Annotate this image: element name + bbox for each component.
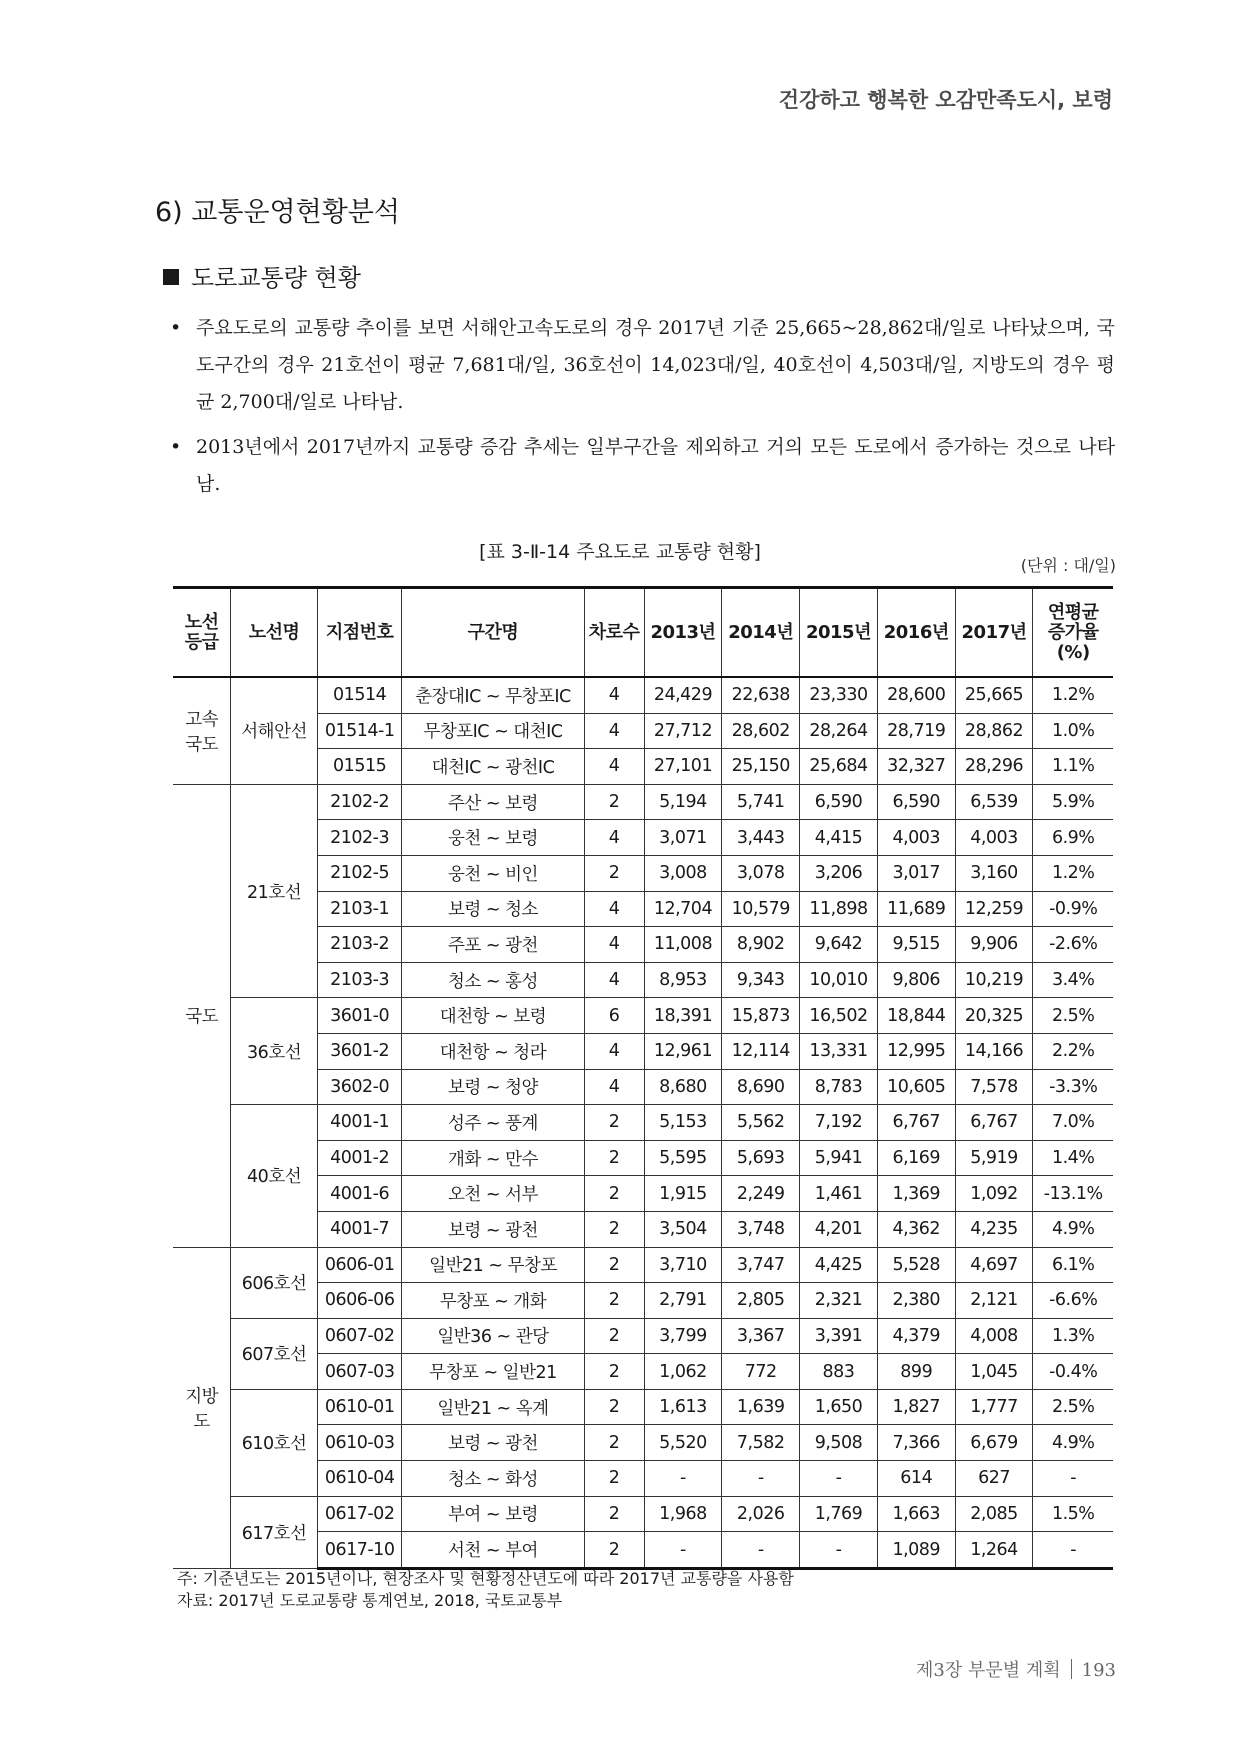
cell-2017: 627 bbox=[955, 1461, 1033, 1497]
cell-section: 일반36 ~ 관당 bbox=[402, 1318, 584, 1354]
cell-2013: 1,915 bbox=[644, 1176, 722, 1212]
cell-2016: 28,719 bbox=[877, 713, 955, 749]
cell-point-no: 0610-04 bbox=[317, 1461, 401, 1497]
table-body bbox=[173, 677, 1113, 1568]
cell-2017: 5,919 bbox=[955, 1140, 1033, 1176]
header-col-2016: 2016년 bbox=[877, 588, 955, 678]
cell-lanes: 2 bbox=[584, 855, 644, 891]
cell-lanes: 4 bbox=[584, 713, 644, 749]
cell-2017: 1,092 bbox=[955, 1176, 1033, 1212]
cell-section: 대천항 ~ 청라 bbox=[402, 1033, 584, 1069]
cell-lanes: 4 bbox=[584, 820, 644, 856]
cell-2015: - bbox=[800, 1532, 878, 1569]
section-title: 6) 교통운영현황분석 bbox=[155, 197, 400, 228]
cell-point-no: 4001-1 bbox=[317, 1105, 401, 1141]
cell-2015: 23,330 bbox=[800, 677, 878, 713]
cell-growth: -0.9% bbox=[1033, 891, 1113, 927]
cell-2016: 6,169 bbox=[877, 1140, 955, 1176]
cell-section: 대천IC ~ 광천IC bbox=[402, 749, 584, 785]
cell-growth: 1.2% bbox=[1033, 855, 1113, 891]
cell-2015: 28,264 bbox=[800, 713, 878, 749]
cell-2013: 3,504 bbox=[644, 1211, 722, 1247]
cell-section: 무창포IC ~ 대천IC bbox=[402, 713, 584, 749]
cell-2015: 7,192 bbox=[800, 1105, 878, 1141]
cell-2017: 2,121 bbox=[955, 1283, 1033, 1319]
cell-2013: 1,968 bbox=[644, 1496, 722, 1532]
cell-2015: 2,321 bbox=[800, 1283, 878, 1319]
cell-section: 청소 ~ 홍성 bbox=[402, 962, 584, 998]
cell-growth: 4.9% bbox=[1033, 1211, 1113, 1247]
cell-route-grade: 지방 도 bbox=[173, 1247, 231, 1568]
cell-2014: 12,114 bbox=[722, 1033, 800, 1069]
cell-2015: 1,461 bbox=[800, 1176, 878, 1212]
table-footnote: 주: 기준년도는 2015년이나, 현장조사 및 현황정산년도에 따라 2017년 교통량을 사용함 bbox=[177, 1569, 794, 1588]
cell-2017: 28,862 bbox=[955, 713, 1033, 749]
cell-point-no: 01515 bbox=[317, 749, 401, 785]
cell-section: 무창포 ~ 일반21 bbox=[402, 1354, 584, 1390]
cell-2016: 5,528 bbox=[877, 1247, 955, 1283]
cell-2017: 9,906 bbox=[955, 927, 1033, 963]
cell-2015: 1,769 bbox=[800, 1496, 878, 1532]
cell-2014: 22,638 bbox=[722, 677, 800, 713]
cell-2016: 9,515 bbox=[877, 927, 955, 963]
cell-2015: 9,508 bbox=[800, 1425, 878, 1461]
subsection-heading bbox=[163, 258, 361, 293]
cell-section: 보령 ~ 청양 bbox=[402, 1069, 584, 1105]
cell-2014: 9,343 bbox=[722, 962, 800, 998]
cell-point-no: 01514-1 bbox=[317, 713, 401, 749]
cell-lanes: 2 bbox=[584, 1496, 644, 1532]
cell-2014: 10,579 bbox=[722, 891, 800, 927]
cell-2014: - bbox=[722, 1532, 800, 1569]
cell-2016: 7,366 bbox=[877, 1425, 955, 1461]
header-col-section: 구간명 bbox=[402, 588, 584, 678]
table-row bbox=[173, 1389, 1113, 1425]
cell-route-grade: 국도 bbox=[173, 784, 231, 1247]
cell-point-no: 2103-1 bbox=[317, 891, 401, 927]
cell-2017: 4,008 bbox=[955, 1318, 1033, 1354]
cell-2013: 5,595 bbox=[644, 1140, 722, 1176]
cell-2016: 4,003 bbox=[877, 820, 955, 856]
cell-2014: 1,639 bbox=[722, 1389, 800, 1425]
cell-2015: 1,650 bbox=[800, 1389, 878, 1425]
cell-section: 개화 ~ 만수 bbox=[402, 1140, 584, 1176]
cell-2014: 5,741 bbox=[722, 784, 800, 820]
cell-lanes: 2 bbox=[584, 1532, 644, 1569]
cell-2016: 10,605 bbox=[877, 1069, 955, 1105]
cell-section: 무창포 ~ 개화 bbox=[402, 1283, 584, 1319]
cell-2015: 4,425 bbox=[800, 1247, 878, 1283]
cell-section: 웅천 ~ 보령 bbox=[402, 820, 584, 856]
cell-route-name: 610호선 bbox=[231, 1389, 318, 1496]
table-row bbox=[173, 1318, 1113, 1354]
table-notes bbox=[177, 1568, 794, 1612]
cell-2014: 25,150 bbox=[722, 749, 800, 785]
cell-point-no: 3601-2 bbox=[317, 1033, 401, 1069]
header-col-2017: 2017년 bbox=[955, 588, 1033, 678]
cell-lanes: 2 bbox=[584, 1140, 644, 1176]
cell-2017: 4,235 bbox=[955, 1211, 1033, 1247]
cell-point-no: 2102-2 bbox=[317, 784, 401, 820]
cell-lanes: 2 bbox=[584, 1211, 644, 1247]
cell-section: 성주 ~ 풍계 bbox=[402, 1105, 584, 1141]
cell-point-no: 2102-5 bbox=[317, 855, 401, 891]
cell-2015: 5,941 bbox=[800, 1140, 878, 1176]
cell-2016: 11,689 bbox=[877, 891, 955, 927]
bullet-item: • 주요도로의 교통량 추이를 보면 서해안고속도로의 경우 2017년 기준 25,665~28,862대/일로 나타났으며, 국도구간의 경우 21호선이 평균 7,681대/일, 36호선이 14,023대/일, 40호선이 4,503대/일, 지방도의 경우 평균 2,700대/일로 나타남. bbox=[170, 310, 1115, 421]
cell-2015: 8,783 bbox=[800, 1069, 878, 1105]
cell-2016: 9,806 bbox=[877, 962, 955, 998]
cell-lanes: 2 bbox=[584, 1354, 644, 1390]
cell-point-no: 01514 bbox=[317, 677, 401, 713]
cell-growth: 2.2% bbox=[1033, 1033, 1113, 1069]
table-caption: [표 3-Ⅱ-14 주요도로 교통량 현황] bbox=[479, 541, 761, 563]
cell-2016: 614 bbox=[877, 1461, 955, 1497]
cell-2017: 28,296 bbox=[955, 749, 1033, 785]
cell-2015: 4,201 bbox=[800, 1211, 878, 1247]
cell-growth: 3.4% bbox=[1033, 962, 1113, 998]
table-row bbox=[173, 784, 1113, 820]
cell-2013: 2,791 bbox=[644, 1283, 722, 1319]
cell-2013: 1,062 bbox=[644, 1354, 722, 1390]
cell-2014: 8,902 bbox=[722, 927, 800, 963]
cell-point-no: 2103-2 bbox=[317, 927, 401, 963]
cell-2014: 3,443 bbox=[722, 820, 800, 856]
cell-2013: 27,101 bbox=[644, 749, 722, 785]
cell-route-name: 607호선 bbox=[231, 1318, 318, 1389]
cell-route-name: 617호선 bbox=[231, 1496, 318, 1568]
table-row bbox=[173, 1247, 1113, 1283]
cell-growth: 6.9% bbox=[1033, 820, 1113, 856]
cell-point-no: 0607-03 bbox=[317, 1354, 401, 1390]
cell-2017: 6,679 bbox=[955, 1425, 1033, 1461]
cell-2015: 25,684 bbox=[800, 749, 878, 785]
cell-2015: 6,590 bbox=[800, 784, 878, 820]
cell-2013: - bbox=[644, 1461, 722, 1497]
square-bullet-icon bbox=[163, 269, 179, 285]
cell-point-no: 0606-06 bbox=[317, 1283, 401, 1319]
cell-point-no: 2102-3 bbox=[317, 820, 401, 856]
cell-point-no: 4001-6 bbox=[317, 1176, 401, 1212]
cell-2017: 6,767 bbox=[955, 1105, 1033, 1141]
cell-2014: 3,367 bbox=[722, 1318, 800, 1354]
cell-point-no: 4001-2 bbox=[317, 1140, 401, 1176]
cell-2016: 12,995 bbox=[877, 1033, 955, 1069]
cell-2016: 18,844 bbox=[877, 998, 955, 1034]
cell-2015: 9,642 bbox=[800, 927, 878, 963]
cell-2016: 6,767 bbox=[877, 1105, 955, 1141]
header-col-growth: 연평균 증가율 (%) bbox=[1033, 588, 1113, 678]
cell-point-no: 4001-7 bbox=[317, 1211, 401, 1247]
cell-lanes: 6 bbox=[584, 998, 644, 1034]
cell-2014: 772 bbox=[722, 1354, 800, 1390]
cell-2013: 18,391 bbox=[644, 998, 722, 1034]
cell-section: 오천 ~ 서부 bbox=[402, 1176, 584, 1212]
cell-section: 웅천 ~ 비인 bbox=[402, 855, 584, 891]
cell-growth: 1.0% bbox=[1033, 713, 1113, 749]
bullet-list bbox=[170, 310, 1115, 511]
cell-2017: 10,219 bbox=[955, 962, 1033, 998]
subsection-title: 도로교통량 현황 bbox=[191, 264, 361, 292]
cell-2013: 11,008 bbox=[644, 927, 722, 963]
table-header-row bbox=[173, 588, 1113, 678]
cell-2014: 3,747 bbox=[722, 1247, 800, 1283]
cell-2015: 3,391 bbox=[800, 1318, 878, 1354]
cell-2013: 5,520 bbox=[644, 1425, 722, 1461]
cell-section: 주포 ~ 광천 bbox=[402, 927, 584, 963]
cell-2013: 12,704 bbox=[644, 891, 722, 927]
cell-growth: -2.6% bbox=[1033, 927, 1113, 963]
cell-point-no: 0606-01 bbox=[317, 1247, 401, 1283]
cell-point-no: 0607-02 bbox=[317, 1318, 401, 1354]
cell-2013: 5,194 bbox=[644, 784, 722, 820]
cell-2017: 14,166 bbox=[955, 1033, 1033, 1069]
header-col-2014: 2014년 bbox=[722, 588, 800, 678]
cell-growth: -0.4% bbox=[1033, 1354, 1113, 1390]
header-col-2013: 2013년 bbox=[644, 588, 722, 678]
cell-2015: 883 bbox=[800, 1354, 878, 1390]
cell-2013: - bbox=[644, 1532, 722, 1569]
cell-section: 일반21 ~ 무창포 bbox=[402, 1247, 584, 1283]
cell-2014: - bbox=[722, 1461, 800, 1497]
cell-2016: 1,369 bbox=[877, 1176, 955, 1212]
header-col-point: 지점번호 bbox=[317, 588, 401, 678]
cell-2017: 7,578 bbox=[955, 1069, 1033, 1105]
cell-2016: 6,590 bbox=[877, 784, 955, 820]
cell-2017: 12,259 bbox=[955, 891, 1033, 927]
table-row bbox=[173, 1105, 1113, 1141]
cell-2014: 5,562 bbox=[722, 1105, 800, 1141]
cell-lanes: 2 bbox=[584, 1105, 644, 1141]
cell-2017: 1,264 bbox=[955, 1532, 1033, 1569]
cell-lanes: 4 bbox=[584, 677, 644, 713]
cell-route-name: 21호선 bbox=[231, 784, 318, 998]
cell-section: 대천항 ~ 보령 bbox=[402, 998, 584, 1034]
cell-section: 보령 ~ 청소 bbox=[402, 891, 584, 927]
cell-growth: 5.9% bbox=[1033, 784, 1113, 820]
running-header: 건강하고 행복한 오감만족도시, 보령 bbox=[778, 88, 1113, 112]
cell-2013: 12,961 bbox=[644, 1033, 722, 1069]
cell-section: 서천 ~ 부여 bbox=[402, 1532, 584, 1569]
cell-point-no: 0610-01 bbox=[317, 1389, 401, 1425]
footer-divider bbox=[1071, 1659, 1072, 1679]
cell-2014: 8,690 bbox=[722, 1069, 800, 1105]
cell-route-name: 606호선 bbox=[231, 1247, 318, 1318]
cell-2013: 3,071 bbox=[644, 820, 722, 856]
cell-2013: 27,712 bbox=[644, 713, 722, 749]
cell-2014: 2,805 bbox=[722, 1283, 800, 1319]
cell-growth: 1.3% bbox=[1033, 1318, 1113, 1354]
cell-2016: 1,663 bbox=[877, 1496, 955, 1532]
cell-2013: 8,680 bbox=[644, 1069, 722, 1105]
cell-growth: 1.2% bbox=[1033, 677, 1113, 713]
cell-2016: 1,089 bbox=[877, 1532, 955, 1569]
cell-2017: 6,539 bbox=[955, 784, 1033, 820]
cell-lanes: 2 bbox=[584, 1461, 644, 1497]
cell-lanes: 2 bbox=[584, 1389, 644, 1425]
cell-2015: 11,898 bbox=[800, 891, 878, 927]
cell-2014: 2,026 bbox=[722, 1496, 800, 1532]
header-col-lanes: 차로수 bbox=[584, 588, 644, 678]
cell-2017: 1,777 bbox=[955, 1389, 1033, 1425]
cell-lanes: 4 bbox=[584, 1033, 644, 1069]
cell-2014: 5,693 bbox=[722, 1140, 800, 1176]
cell-2017: 1,045 bbox=[955, 1354, 1033, 1390]
cell-lanes: 2 bbox=[584, 1283, 644, 1319]
cell-2017: 20,325 bbox=[955, 998, 1033, 1034]
cell-2013: 3,008 bbox=[644, 855, 722, 891]
cell-2016: 32,327 bbox=[877, 749, 955, 785]
bullet-item: • 2013년에서 2017년까지 교통량 증감 추세는 일부구간을 제외하고 거의 모든 도로에서 증가하는 것으로 나타남. bbox=[170, 429, 1115, 503]
cell-2013: 1,613 bbox=[644, 1389, 722, 1425]
cell-2016: 28,600 bbox=[877, 677, 955, 713]
cell-section: 부여 ~ 보령 bbox=[402, 1496, 584, 1532]
cell-growth: 4.9% bbox=[1033, 1425, 1113, 1461]
cell-2016: 3,017 bbox=[877, 855, 955, 891]
cell-point-no: 0617-10 bbox=[317, 1532, 401, 1569]
cell-lanes: 2 bbox=[584, 1318, 644, 1354]
cell-growth: 1.1% bbox=[1033, 749, 1113, 785]
cell-2016: 2,380 bbox=[877, 1283, 955, 1319]
page-footer bbox=[916, 1656, 1116, 1682]
header-col-grade: 노선 등급 bbox=[173, 588, 231, 678]
traffic-volume-table bbox=[173, 586, 1113, 1570]
cell-2014: 2,249 bbox=[722, 1176, 800, 1212]
cell-2016: 1,827 bbox=[877, 1389, 955, 1425]
cell-2015: 4,415 bbox=[800, 820, 878, 856]
cell-growth: 7.0% bbox=[1033, 1105, 1113, 1141]
cell-2014: 3,078 bbox=[722, 855, 800, 891]
cell-section: 춘장대IC ~ 무창포IC bbox=[402, 677, 584, 713]
cell-2016: 4,362 bbox=[877, 1211, 955, 1247]
cell-2017: 2,085 bbox=[955, 1496, 1033, 1532]
table-source: 자료: 2017년 도로교통량 통계연보, 2018, 국토교통부 bbox=[177, 1591, 563, 1610]
table-row bbox=[173, 677, 1113, 713]
cell-point-no: 3602-0 bbox=[317, 1069, 401, 1105]
cell-point-no: 0617-02 bbox=[317, 1496, 401, 1532]
cell-growth: 6.1% bbox=[1033, 1247, 1113, 1283]
cell-2014: 3,748 bbox=[722, 1211, 800, 1247]
cell-section: 주산 ~ 보령 bbox=[402, 784, 584, 820]
cell-lanes: 2 bbox=[584, 1247, 644, 1283]
cell-2014: 15,873 bbox=[722, 998, 800, 1034]
cell-growth: 2.5% bbox=[1033, 1389, 1113, 1425]
cell-2016: 899 bbox=[877, 1354, 955, 1390]
cell-point-no: 3601-0 bbox=[317, 998, 401, 1034]
cell-lanes: 4 bbox=[584, 927, 644, 963]
cell-growth: -6.6% bbox=[1033, 1283, 1113, 1319]
cell-growth: 2.5% bbox=[1033, 998, 1113, 1034]
cell-2016: 4,379 bbox=[877, 1318, 955, 1354]
cell-section: 청소 ~ 화성 bbox=[402, 1461, 584, 1497]
cell-2015: 3,206 bbox=[800, 855, 878, 891]
header-col-route: 노선명 bbox=[231, 588, 318, 678]
table-row bbox=[173, 998, 1113, 1034]
cell-2013: 5,153 bbox=[644, 1105, 722, 1141]
cell-2014: 28,602 bbox=[722, 713, 800, 749]
cell-route-grade: 고속 국도 bbox=[173, 677, 231, 784]
cell-2017: 25,665 bbox=[955, 677, 1033, 713]
cell-2013: 3,710 bbox=[644, 1247, 722, 1283]
cell-2014: 7,582 bbox=[722, 1425, 800, 1461]
cell-lanes: 2 bbox=[584, 1176, 644, 1212]
cell-2015: - bbox=[800, 1461, 878, 1497]
cell-lanes: 4 bbox=[584, 962, 644, 998]
cell-section: 보령 ~ 광천 bbox=[402, 1425, 584, 1461]
cell-lanes: 2 bbox=[584, 784, 644, 820]
cell-2013: 24,429 bbox=[644, 677, 722, 713]
cell-growth: - bbox=[1033, 1532, 1113, 1569]
cell-section: 일반21 ~ 옥계 bbox=[402, 1389, 584, 1425]
cell-route-name: 서해안선 bbox=[231, 677, 318, 784]
cell-point-no: 0610-03 bbox=[317, 1425, 401, 1461]
cell-lanes: 4 bbox=[584, 1069, 644, 1105]
cell-growth: - bbox=[1033, 1461, 1113, 1497]
cell-growth: -13.1% bbox=[1033, 1176, 1113, 1212]
cell-point-no: 2103-3 bbox=[317, 962, 401, 998]
footer-chapter: 제3장 부문별 계획 bbox=[916, 1660, 1061, 1681]
header-col-2015: 2015년 bbox=[800, 588, 878, 678]
cell-2017: 4,003 bbox=[955, 820, 1033, 856]
cell-2017: 3,160 bbox=[955, 855, 1033, 891]
cell-lanes: 2 bbox=[584, 1425, 644, 1461]
cell-growth: 1.5% bbox=[1033, 1496, 1113, 1532]
cell-section: 보령 ~ 광천 bbox=[402, 1211, 584, 1247]
cell-growth: 1.4% bbox=[1033, 1140, 1113, 1176]
cell-lanes: 4 bbox=[584, 749, 644, 785]
cell-2017: 4,697 bbox=[955, 1247, 1033, 1283]
cell-2015: 10,010 bbox=[800, 962, 878, 998]
cell-route-name: 36호선 bbox=[231, 998, 318, 1105]
page-number: 193 bbox=[1081, 1660, 1116, 1681]
table-unit: (단위 : 대/일) bbox=[1020, 556, 1116, 575]
cell-2015: 16,502 bbox=[800, 998, 878, 1034]
cell-route-name: 40호선 bbox=[231, 1105, 318, 1247]
table-row bbox=[173, 1496, 1113, 1532]
cell-lanes: 4 bbox=[584, 891, 644, 927]
cell-2013: 8,953 bbox=[644, 962, 722, 998]
cell-2015: 13,331 bbox=[800, 1033, 878, 1069]
cell-2013: 3,799 bbox=[644, 1318, 722, 1354]
cell-growth: -3.3% bbox=[1033, 1069, 1113, 1105]
